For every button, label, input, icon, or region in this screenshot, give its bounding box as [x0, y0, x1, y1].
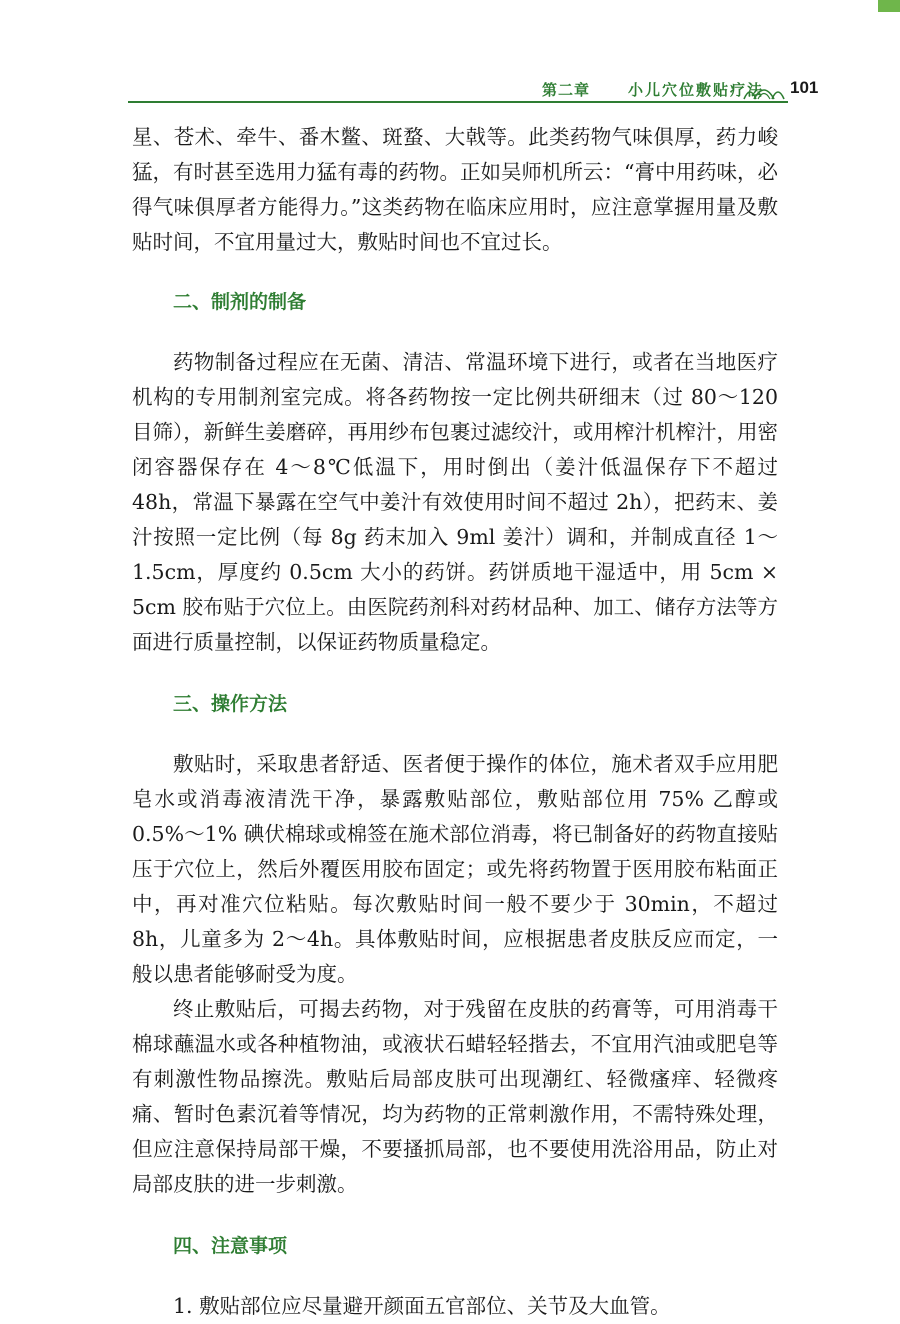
chapter-label: 第二章: [542, 81, 591, 99]
header-rule: [128, 101, 788, 103]
running-header: [128, 78, 824, 102]
paragraph: 敷贴时，采取患者舒适、医者便于操作的体位，施术者双手应用肥皂水或消毒液清洗干净，暴露敷贴部位，敷贴部位用 75% 乙醇或 0.5%～1% 碘伏棉球或棉签在施术部位消毒，将已制备好的药物直接贴压于穴位上，然后外覆医用胶布固定；或先将药物置于医用胶布粘面正中，再对准穴位粘贴。每次敷贴时间一般不要少于 30min，不超过 8h，儿童多为 2～4h。具体敷贴时间，应根据患者皮肤反应而定，一般以患者能够耐受为度。: [132, 752, 778, 986]
wave-ornament-icon: [742, 81, 786, 101]
section-title: 小儿穴位敷贴疗法: [628, 81, 765, 99]
corner-tab: [878, 0, 900, 12]
section-heading: 四、注意事项: [173, 1235, 288, 1257]
paragraph: 终止敷贴后，可揭去药物，对于残留在皮肤的药膏等，可用消毒干棉球蘸温水或各种植物油，或液状石蜡轻轻揩去，不宜用汽油或肥皂等有刺激性物品擦洗。敷贴后局部皮肤可出现潮红、轻微瘙痒、轻微疼痛、暂时色素沉着等情况，均为药物的正常刺激作用，不需特殊处理，但应注意保持局部干燥，不要搔抓局部，也不要使用洗浴用品，防止对局部皮肤的进一步刺激。: [132, 997, 778, 1196]
section-heading: 二、制剂的制备: [173, 291, 307, 313]
paragraph: 星、苍术、牵牛、番木鳖、斑蝥、大戟等。此类药物气味俱厚，药力峻猛，有时甚至选用力猛有毒的药物。正如吴师机所云：“膏中用药味，必得气味俱厚者方能得力。”这类药物在临床应用时，应注意掌握用量及敷贴时间，不宜用量过大，敷贴时间也不宜过长。: [132, 125, 778, 254]
page-number: 101: [790, 78, 819, 97]
paragraph: 药物制备过程应在无菌、清洁、常温环境下进行，或者在当地医疗机构的专用制剂室完成。将各药物按一定比例共研细末（过 80～120 目筛），新鲜生姜磨碎，再用纱布包裹过滤绞汁，或用榨汁机榨汁，用密闭容器保存在 4～8℃低温下，用时倒出（姜汁低温保存下不超过 48h，常温下暴露在空气中姜汁有效使用时间不超过 2h），把药末、姜汁按照一定比例（每 8g 药末加入 9ml 姜汁）调和，并制成直径 1～1.5cm，厚度约 0.5cm 大小的药饼。药饼质地干湿适中，用 5cm × 5cm 胶布贴于穴位上。由医院药剂科对药材品种、加工、储存方法等方面进行质量控制，以保证药物质量稳定。: [132, 350, 778, 654]
paragraph: 1. 敷贴部位应尽量避开颜面五官部位、关节及大血管。: [173, 1294, 671, 1318]
section-heading: 三、操作方法: [173, 693, 288, 715]
page-body: [132, 120, 778, 1324]
